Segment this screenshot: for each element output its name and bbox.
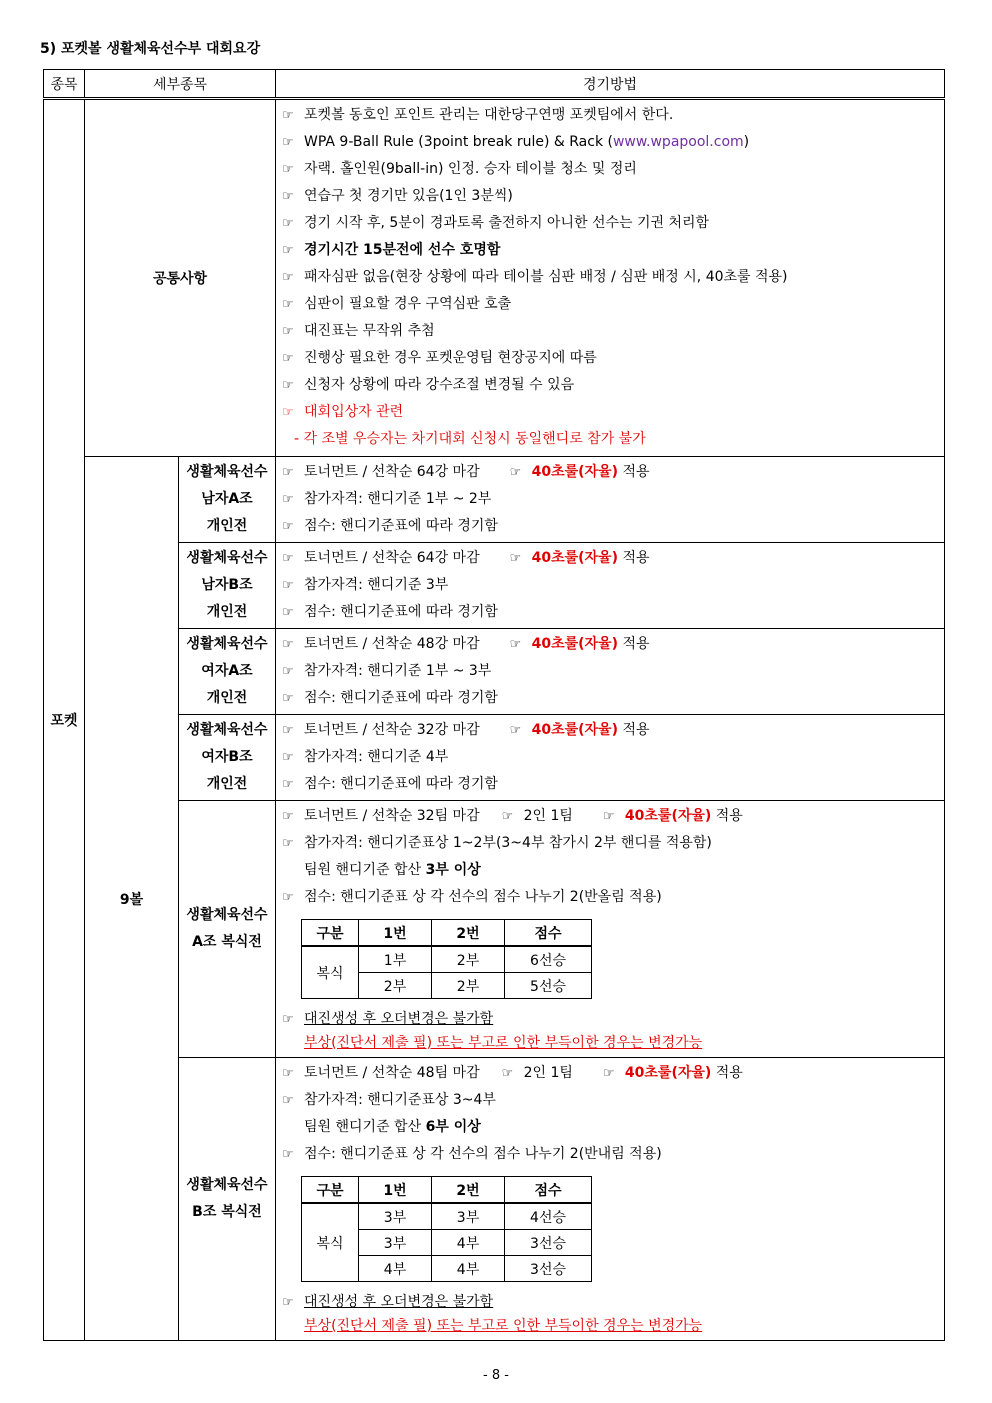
pointing-hand-icon: ☞	[282, 108, 294, 123]
list-item: ☞ 경기시간 15분전에 선수 호명함	[276, 237, 944, 264]
pointing-hand-icon: ☞	[282, 836, 294, 851]
pointing-hand-icon: ☞	[282, 578, 294, 593]
table-row: 2부 2부 5선승	[302, 973, 592, 999]
pointing-hand-icon: ☞	[282, 551, 294, 566]
doubles-a-row	[44, 801, 945, 1058]
event-rules: ☞ 토너먼트 / 선착순 32강 마감 ☞ 40초룰(자율) 적용 ☞ 참가자격: 핸디기준 4부 ☞ 점수: 핸디기준표에 따라 경기함	[276, 715, 945, 801]
pointing-hand-icon: ☞	[501, 809, 514, 824]
event-label: 생활체육선수 B조 복식전	[179, 1058, 276, 1341]
event-label: 생활체육선수 여자A조 개인전	[179, 629, 276, 715]
list-item: ☞ 패자심판 없음(현장 상황에 따라 테이블 심판 배정 / 심판 배정 시, 40초룰 적용)	[276, 264, 944, 291]
pointing-hand-icon: ☞	[282, 664, 294, 679]
pointing-hand-icon: ☞	[282, 1295, 294, 1310]
pointing-hand-icon: ☞	[282, 1012, 294, 1027]
pointing-hand-icon: ☞	[282, 324, 294, 339]
list-item: ☞ 대진표는 무작위 추첨	[276, 318, 944, 345]
common-rules	[276, 99, 945, 457]
pointing-hand-icon: ☞	[509, 551, 522, 566]
event-rules: ☞ 토너먼트 / 선착순 48강 마감 ☞ 40초룰(자율) 적용 ☞ 참가자격: 핸디기준 1부 ~ 3부 ☞ 점수: 핸디기준표에 따라 경기함	[276, 629, 945, 715]
event-label: 생활체육선수 여자B조 개인전	[179, 715, 276, 801]
pointing-hand-icon: ☞	[501, 1066, 514, 1081]
pointing-hand-icon: ☞	[282, 243, 294, 258]
list-item: ☞ 연습구 첫 경기만 있음(1인 3분씩)	[276, 183, 944, 210]
common-row	[44, 99, 945, 457]
event-rules: ☞ 토너먼트 / 선착순 32팀 마감 ☞ 2인 1팀 ☞ 40초룰(자율) 적용 ☞ 참가자격: 핸디기준표상 1~2부(3~4부 참가시 2부 핸디를 적용함) 팀원 핸디기준 합산 3부 이상 ☞ 점수: 핸디기준표 상 각 선수의 점수 나누기 2(반올림 적용) 구분 1번 2번 점수 복식 1부 2부 6선승 2부 2부 5선승 ☞ 대진생성 후 오더변경은 불가함 부상(진단서 제출 필) 또는 부고로 인한 부득이한 경우는 변경가능	[276, 801, 945, 1058]
rules-table	[43, 69, 945, 1341]
table-row: 복식 1부 2부 6선승	[302, 946, 592, 973]
list-item: ☞ 대회입상자 관련	[276, 399, 944, 426]
pointing-hand-icon: ☞	[282, 162, 294, 177]
pointing-hand-icon: ☞	[282, 1093, 294, 1108]
pointing-hand-icon: ☞	[282, 492, 294, 507]
score-table-b: 구분 1번 2번 점수 복식 3부 3부 4선승 3부 4부 3선승 4부 4부 3선승	[301, 1176, 592, 1282]
pointing-hand-icon: ☞	[282, 605, 294, 620]
score-table-a: 구분 1번 2번 점수 복식 1부 2부 6선승 2부 2부 5선승	[301, 919, 592, 999]
sport-cell: 포켓	[44, 99, 85, 1341]
table-row: 복식 3부 3부 4선승	[302, 1203, 592, 1230]
event-row	[44, 457, 945, 543]
wpa-link[interactable]: www.wpapool.com	[612, 134, 744, 150]
pointing-hand-icon: ☞	[282, 189, 294, 204]
table-row: 3부 4부 3선승	[302, 1230, 592, 1256]
page-number: - 8 -	[483, 1368, 509, 1383]
list-item: ☞ 신청자 상황에 따라 강수조절 변경될 수 있음	[276, 372, 944, 399]
header-method: 경기방법	[276, 70, 945, 99]
list-item: ☞ 진행상 필요한 경우 포켓운영팀 현장공지에 따름	[276, 345, 944, 372]
event-rules: ☞ 토너먼트 / 선착순 64강 마감 ☞ 40초룰(자율) 적용 ☞ 참가자격: 핸디기준 1부 ~ 2부 ☞ 점수: 핸디기준표에 따라 경기함	[276, 457, 945, 543]
pointing-hand-icon: ☞	[282, 1066, 294, 1081]
doubles-b-row	[44, 1058, 945, 1341]
pointing-hand-icon: ☞	[282, 519, 294, 534]
event-row	[44, 543, 945, 629]
pointing-hand-icon: ☞	[509, 465, 522, 480]
pointing-hand-icon: ☞	[509, 637, 522, 652]
pointing-hand-icon: ☞	[282, 216, 294, 231]
section-title: 5) 포켓볼 생활체육선수부 대회요강	[40, 41, 261, 57]
list-item: - 각 조별 우승자는 차기대회 신청시 동일핸디로 참가 불가	[294, 431, 646, 447]
pointing-hand-icon: ☞	[282, 270, 294, 285]
list-item: ☞ 경기 시작 후, 5분이 경과토록 출전하지 아니한 선수는 기권 처리함	[276, 210, 944, 237]
pointing-hand-icon: ☞	[282, 405, 294, 420]
table-header-row	[44, 70, 945, 99]
list-item: ☞ 포켓볼 동호인 포인트 관리는 대한당구연맹 포켓팀에서 한다.	[276, 102, 944, 129]
event-row	[44, 715, 945, 801]
list-item: ☞ 자랙. 홀인원(9ball-in) 인정. 승자 테이블 청소 및 정리	[276, 156, 944, 183]
pointing-hand-icon: ☞	[282, 1147, 294, 1162]
pointing-hand-icon: ☞	[282, 777, 294, 792]
pointing-hand-icon: ☞	[282, 809, 294, 824]
list-item: ☞ WPA 9-Ball Rule (3point break rule) & Rack (www.wpapool.com)	[276, 129, 944, 156]
pointing-hand-icon: ☞	[282, 723, 294, 738]
event-row	[44, 629, 945, 715]
list-item: ☞ 심판이 필요할 경우 구역심판 호출	[276, 291, 944, 318]
pointing-hand-icon: ☞	[602, 809, 615, 824]
table-row: 4부 4부 3선승	[302, 1256, 592, 1282]
event-rules: ☞ 토너먼트 / 선착순 64강 마감 ☞ 40초룰(자율) 적용 ☞ 참가자격: 핸디기준 3부 ☞ 점수: 핸디기준표에 따라 경기함	[276, 543, 945, 629]
pointing-hand-icon: ☞	[282, 378, 294, 393]
pointing-hand-icon: ☞	[282, 890, 294, 905]
event-label: 생활체육선수 A조 복식전	[179, 801, 276, 1058]
event-rules: ☞ 토너먼트 / 선착순 48팀 마감 ☞ 2인 1팀 ☞ 40초룰(자율) 적용 ☞ 참가자격: 핸디기준표상 3~4부 팀원 핸디기준 합산 6부 이상 ☞ 점수: 핸디기준표 상 각 선수의 점수 나누기 2(반내림 적용) 구분 1번 2번 점수 복식 3부 3부 4선승 3부 4부 3선승 4부 4부 3선승 ☞ 대진생성 후 오더변경은 불가함 부상(진단서 제출 필) 또는 부고로 인한 부득이한 경우는 변경가능	[276, 1058, 945, 1341]
nine-ball-cell: 9볼	[85, 457, 179, 1341]
pointing-hand-icon: ☞	[282, 465, 294, 480]
pointing-hand-icon: ☞	[282, 750, 294, 765]
pointing-hand-icon: ☞	[602, 1066, 615, 1081]
pointing-hand-icon: ☞	[282, 691, 294, 706]
header-event: 세부종목	[85, 70, 276, 99]
pointing-hand-icon: ☞	[282, 297, 294, 312]
pointing-hand-icon: ☞	[282, 135, 294, 150]
pointing-hand-icon: ☞	[509, 723, 522, 738]
pointing-hand-icon: ☞	[282, 351, 294, 366]
header-sport: 종목	[44, 70, 85, 99]
pointing-hand-icon: ☞	[282, 637, 294, 652]
event-label: 생활체육선수 남자A조 개인전	[179, 457, 276, 543]
common-label: 공통사항	[85, 99, 276, 457]
event-label: 생활체육선수 남자B조 개인전	[179, 543, 276, 629]
